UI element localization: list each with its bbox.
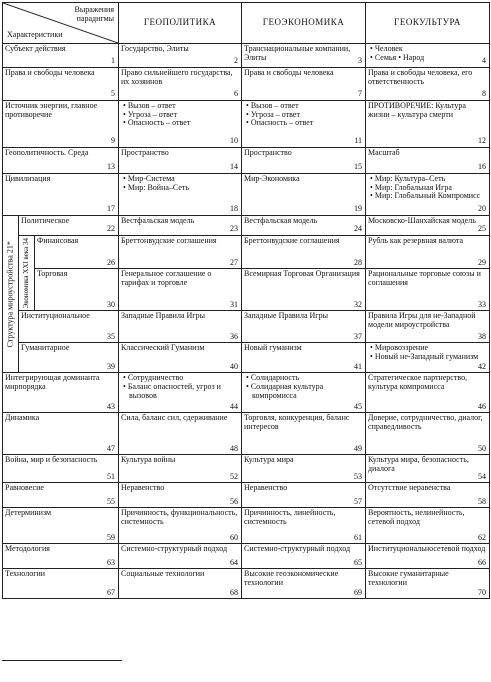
column-header: ГЕОЭКОНОМИКА — [242, 3, 366, 44]
cell-number: 6 — [234, 89, 239, 99]
cell-number: 53 — [354, 471, 363, 481]
row-number: 43 — [107, 401, 116, 411]
cell-number: 56 — [230, 496, 239, 506]
bullet-item: • Опасность – ответ — [252, 119, 363, 128]
bullet-item: • Мир: Война–Сеть — [129, 184, 239, 193]
cell-text: Право сильнейшего государства, их хозяинов — [121, 68, 233, 86]
row-label: Динамика — [5, 413, 40, 423]
cell-text: Бреттонвудские соглашения — [244, 236, 340, 245]
table-row — [3, 508, 490, 544]
row-number: 63 — [107, 557, 116, 567]
economy-label-cell — [19, 236, 35, 311]
cell-text: Вестфальская модель — [244, 216, 318, 225]
cell-text: Стратегическое партнерство, культура компромисса — [368, 373, 468, 391]
data-cell — [119, 483, 242, 508]
cell-number: 25 — [478, 224, 487, 234]
row-label-cell — [19, 311, 119, 343]
cell-number: 3 — [358, 56, 363, 66]
data-cell — [242, 236, 366, 269]
data-cell — [366, 311, 490, 343]
row-number: 1 — [111, 56, 116, 66]
cell-number: 12 — [478, 136, 487, 146]
cell-number: 28 — [354, 257, 363, 267]
data-cell — [242, 413, 366, 455]
data-cell — [366, 544, 490, 569]
data-cell — [119, 101, 242, 148]
row-number: 39 — [107, 361, 116, 371]
data-cell — [119, 373, 242, 413]
row-label-cell — [3, 148, 119, 174]
cell-text: Доверие, сотрудничество, диалог, справедливость — [368, 413, 483, 431]
cell-number: 48 — [230, 443, 239, 453]
cell-number: 20 — [478, 204, 487, 214]
cell-number: 52 — [230, 471, 239, 481]
cell-text: Масштаб — [368, 148, 400, 157]
table-row — [3, 44, 490, 68]
data-cell — [242, 343, 366, 373]
table-row — [3, 569, 490, 599]
data-cell — [242, 68, 366, 101]
row-label: Интегрирующая доминанта мирпорядка — [5, 373, 100, 391]
cell-text: Неравенство — [121, 483, 165, 493]
row-number: 5 — [111, 89, 116, 99]
cell-number: 14 — [230, 162, 239, 172]
row-label: Источник энергии, главное противоречие — [5, 101, 98, 119]
cell-number: 41 — [354, 361, 363, 371]
table-row — [3, 174, 490, 216]
cell-text: Высокие гуманитарные технологии — [368, 569, 449, 587]
corner-cell — [3, 3, 119, 44]
cell-text: Правила Игры для не-Западной модели мироустройства — [368, 311, 476, 329]
data-cell — [366, 373, 490, 413]
data-cell — [119, 174, 242, 216]
data-cell — [242, 569, 366, 599]
bullet-item: • Угроза – ответ — [252, 111, 363, 120]
table-row — [3, 216, 490, 236]
data-cell — [242, 216, 366, 236]
row-label-cell — [19, 216, 119, 236]
cell-text: Причинность, линейность, системность — [244, 508, 336, 526]
row-number: 9 — [111, 136, 116, 146]
row-number: 47 — [107, 443, 116, 453]
cell-number: 38 — [478, 331, 487, 341]
row-number: 67 — [107, 587, 116, 597]
cell-number: 60 — [230, 532, 239, 542]
row-label-cell — [3, 174, 119, 216]
cell-number: 24 — [354, 224, 363, 234]
bullet-item: • Новый не-Западный гуманизм — [376, 353, 487, 362]
economy-label: Экономика XXI века — [21, 246, 30, 309]
bullet-item: • Вызов – ответ — [129, 102, 239, 111]
bullet-item: • Вызов – ответ — [252, 102, 363, 111]
bullet-item: • Человек — [376, 45, 487, 54]
corner-top-label: Выражения парадигмы — [74, 5, 115, 23]
cell-number: 45 — [354, 401, 363, 411]
cell-text: Культура мира, безопасность, диалога — [368, 455, 469, 473]
cell-number: 61 — [354, 532, 363, 542]
bullet-item: • Семья • Народ — [376, 54, 487, 63]
table-row — [3, 413, 490, 455]
cell-number: 46 — [478, 401, 487, 411]
bullet-list — [244, 374, 363, 400]
row-label-cell — [3, 68, 119, 101]
cell-text: Социальные технологии — [121, 569, 205, 579]
row-number: 59 — [107, 532, 116, 542]
data-cell — [366, 343, 490, 373]
cell-number: 44 — [230, 401, 239, 411]
cell-text: Права и свободы человека, его ответственность — [368, 68, 473, 86]
data-cell — [119, 544, 242, 569]
cell-text: Культура войны — [121, 455, 176, 465]
data-cell — [119, 413, 242, 455]
cell-text: Отсутствие неравенства — [368, 483, 451, 493]
cell-number: 29 — [478, 257, 487, 267]
cell-text: Вероятность, нелинейность, сетевой подход — [368, 508, 465, 526]
table-row — [3, 269, 490, 311]
data-cell — [242, 101, 366, 148]
bullet-item: • Мир-Система — [129, 175, 239, 184]
column-header: ГЕОПОЛИТИКА — [119, 3, 242, 44]
cell-number: 33 — [478, 299, 487, 309]
cell-number: 70 — [478, 587, 487, 597]
table-row — [3, 311, 490, 343]
data-cell — [119, 343, 242, 373]
cell-text: Московско-Шанхайская модель — [368, 216, 476, 225]
row-label: Война, мир и безопасность — [5, 455, 98, 465]
row-label-cell — [3, 544, 119, 569]
cell-text: Причинность, функциональность, системность — [121, 508, 238, 526]
data-cell — [242, 269, 366, 311]
data-cell — [366, 483, 490, 508]
table-row — [3, 101, 490, 148]
cell-number: 7 — [358, 89, 363, 99]
cell-number: 18 — [230, 204, 239, 214]
cell-number: 69 — [354, 587, 363, 597]
table-row — [3, 68, 490, 101]
cell-number: 57 — [354, 496, 363, 506]
structure-label: Структура мироустройства — [5, 255, 15, 348]
cell-text: ПРОТИВОРЕЧИЕ: Культура жизни – культура смерти — [368, 101, 466, 119]
row-label-cell — [3, 569, 119, 599]
row-label-cell — [3, 101, 119, 148]
row-number: 22 — [107, 224, 116, 234]
cell-text: Генеральное соглашение о тарифах и торговле — [121, 269, 212, 288]
paradigm-table — [2, 2, 490, 599]
data-cell — [366, 68, 490, 101]
data-cell — [366, 44, 490, 68]
row-label: Детерминизм — [5, 508, 52, 518]
row-label-cell — [3, 373, 119, 413]
row-label-cell — [3, 413, 119, 455]
bullet-list — [121, 374, 239, 400]
cell-number: 19 — [354, 204, 363, 214]
cell-number: 40 — [230, 361, 239, 371]
cell-text: Бреттонвудские соглашения — [121, 236, 217, 245]
bullet-list — [368, 45, 487, 62]
data-cell — [119, 569, 242, 599]
cell-number: 8 — [482, 89, 487, 99]
bullet-item: • Мир: Глобальная Игра — [376, 184, 487, 193]
cell-text: Культура мира — [244, 455, 294, 465]
data-cell — [242, 373, 366, 413]
cell-number: 58 — [478, 496, 487, 506]
data-cell — [119, 311, 242, 343]
data-cell — [119, 216, 242, 236]
cell-text: Мир-Экономика — [244, 174, 300, 183]
bullet-item: • Мир: Глобальный Компромисс — [376, 192, 487, 201]
table-row — [3, 455, 490, 483]
data-cell — [119, 269, 242, 311]
data-cell — [242, 148, 366, 174]
cell-number: 36 — [230, 331, 239, 341]
cell-text: Права и свободы человека — [244, 68, 334, 77]
bullet-list — [121, 102, 239, 128]
row-number: 55 — [107, 496, 116, 506]
row-number: 51 — [107, 471, 116, 481]
row-label: Геополитичность. Среда — [5, 148, 89, 157]
table-row — [3, 343, 490, 373]
row-label-cell — [3, 508, 119, 544]
cell-number: 15 — [354, 162, 363, 172]
cell-text: Пространство — [121, 148, 169, 157]
cell-number: 32 — [354, 299, 363, 309]
data-cell — [119, 148, 242, 174]
row-label-cell — [35, 236, 119, 269]
data-cell — [366, 174, 490, 216]
table-row — [3, 148, 490, 174]
data-cell — [366, 101, 490, 148]
data-cell — [366, 569, 490, 599]
data-cell — [366, 236, 490, 269]
bullet-item: • Угроза – ответ — [129, 111, 239, 120]
row-number: 13 — [107, 162, 116, 172]
cell-number: 68 — [230, 587, 239, 597]
cell-number: 64 — [230, 557, 239, 567]
cell-text: Рубль как резервная валюта — [368, 236, 464, 245]
row-label-cell — [3, 455, 119, 483]
row-label: Субъект действия — [5, 44, 66, 53]
row-number: 26 — [107, 257, 116, 267]
cell-text: Вестфальская модель — [121, 216, 195, 225]
cell-text: Неравенство — [244, 483, 288, 493]
bullet-item: • Опасность – ответ — [129, 119, 239, 128]
structure-mark: 21* — [5, 241, 15, 254]
cell-number: 65 — [354, 557, 363, 567]
data-cell — [119, 455, 242, 483]
row-label-cell — [3, 483, 119, 508]
row-label: Финансовая — [37, 236, 79, 245]
data-cell — [119, 68, 242, 101]
cell-number: 23 — [230, 224, 239, 234]
row-label: Равновесие — [5, 483, 44, 493]
cell-number: 10 — [230, 136, 239, 146]
cell-text: Торговля, конкуренция, баланс интересов — [244, 413, 350, 431]
data-cell — [366, 269, 490, 311]
cell-number: 66 — [478, 557, 487, 567]
bullet-list — [121, 175, 239, 192]
data-cell — [119, 236, 242, 269]
row-label: Цивилизация — [5, 174, 51, 183]
data-cell — [242, 544, 366, 569]
row-label: Технологии — [5, 569, 46, 579]
cell-number: 42 — [478, 361, 487, 371]
cell-number: 4 — [482, 56, 487, 66]
table-row — [3, 483, 490, 508]
cell-text: Новый гуманизм — [244, 343, 302, 353]
data-cell — [242, 483, 366, 508]
cell-text: Транснациональные компании, Элиты — [244, 44, 351, 62]
row-number: 35 — [107, 331, 116, 341]
cell-number: 54 — [478, 471, 487, 481]
bullet-item: • Баланс опасностей, угроз и вызовов — [129, 383, 239, 400]
row-label-cell — [3, 44, 119, 68]
row-label: Политическое — [21, 216, 70, 225]
data-cell — [119, 508, 242, 544]
footnote-separator — [2, 660, 122, 682]
cell-number: 11 — [354, 136, 363, 146]
economy-mark: 34 — [21, 238, 30, 245]
data-cell — [119, 44, 242, 68]
cell-text: Системно-структурный подход — [244, 544, 351, 554]
structure-label-cell — [3, 216, 19, 373]
row-label: Гуманитарное — [21, 343, 70, 353]
cell-text: Пространство — [244, 148, 292, 157]
data-cell — [242, 174, 366, 216]
row-label: Торговая — [37, 269, 68, 279]
bullet-item: • Мир: Культура–Сеть — [376, 175, 487, 184]
bullet-list — [368, 175, 487, 201]
data-cell — [366, 148, 490, 174]
cell-number: 50 — [478, 443, 487, 453]
data-cell — [242, 508, 366, 544]
row-label-cell — [19, 343, 119, 373]
data-cell — [242, 311, 366, 343]
bullet-list — [244, 102, 363, 128]
bullet-list — [368, 344, 487, 361]
cell-number: 27 — [230, 257, 239, 267]
cell-text: Сила, баланс сил, сдерживание — [121, 413, 228, 423]
data-cell — [242, 455, 366, 483]
cell-number: 62 — [478, 532, 487, 542]
cell-number: 16 — [478, 162, 487, 172]
row-label: Институциональное — [21, 311, 90, 321]
cell-text: Институциональносетевой подход — [368, 544, 486, 554]
cell-number: 2 — [234, 56, 239, 66]
cell-text: Классический Гуманизм — [121, 343, 205, 353]
data-cell — [242, 44, 366, 68]
cell-number: 49 — [354, 443, 363, 453]
table-row — [3, 236, 490, 269]
cell-number: 31 — [230, 299, 239, 309]
corner-bottom-label: Характеристики — [7, 30, 63, 40]
table-row — [3, 544, 490, 569]
row-label: Методология — [5, 544, 50, 554]
cell-text: Системно-структурный подход — [121, 544, 228, 554]
bullet-item: • Сотрудничество — [129, 374, 239, 383]
cell-text: Западные Правила Игры — [244, 311, 328, 321]
data-cell — [366, 508, 490, 544]
data-cell — [366, 413, 490, 455]
data-cell — [366, 455, 490, 483]
bullet-item: • Солидарная культура компромисса — [252, 383, 363, 400]
cell-text: Государство, Элиты — [121, 44, 189, 53]
bullet-item: • Мировоззрение — [376, 344, 487, 353]
row-label-cell — [35, 269, 119, 311]
data-cell — [366, 216, 490, 236]
cell-text: Западные Правила Игры — [121, 311, 205, 321]
row-number: 30 — [107, 299, 116, 309]
bullet-item: • Солидарность — [252, 374, 363, 383]
cell-number: 37 — [354, 331, 363, 341]
row-number: 17 — [107, 204, 116, 214]
cell-text: Всемирная Торговая Организация — [244, 269, 360, 279]
column-header: ГЕОКУЛЬТУРА — [366, 3, 490, 44]
cell-text: Рациональные торговые союзы и соглашения — [368, 269, 481, 288]
table-row — [3, 373, 490, 413]
row-label: Права и свободы человека — [5, 68, 95, 77]
cell-text: Высокие геоэкономические технологии — [244, 569, 339, 587]
